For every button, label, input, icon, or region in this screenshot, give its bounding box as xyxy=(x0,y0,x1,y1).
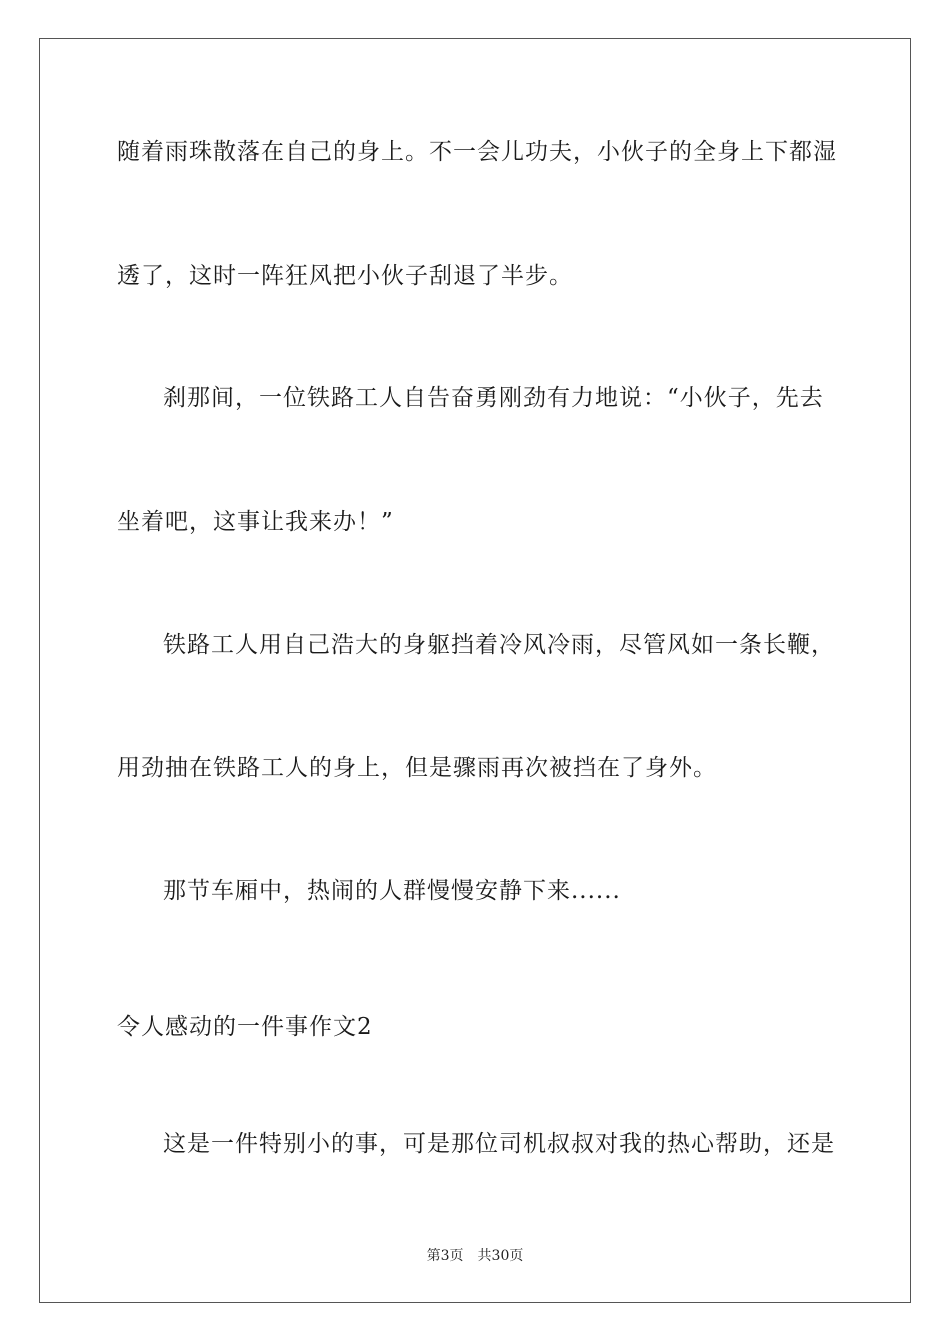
text-line-2: 透了，这时一阵狂风把小伙子刮退了半步。 xyxy=(117,263,573,289)
section-heading: 令人感动的一件事作文2 xyxy=(117,1014,373,1040)
text-line-7: 那节车厢中，热闹的人群慢慢安静下来...... xyxy=(163,878,621,904)
text-line-3: 刹那间，一位铁路工人自告奋勇刚劲有力地说：“小伙子，先去 xyxy=(163,385,824,411)
page-number: 第3页 xyxy=(426,1248,464,1264)
text-line-4: 坐着吧，这事让我来办！” xyxy=(117,509,394,535)
page-total: 共30页 xyxy=(477,1248,524,1264)
text-line-6: 用劲抽在铁路工人的身上，但是骤雨再次被挡在了身外。 xyxy=(117,755,717,781)
text-line-5: 铁路工人用自己浩大的身躯挡着冷风冷雨，尽管风如一条长鞭， xyxy=(163,632,835,658)
page-footer xyxy=(0,1247,950,1265)
text-line-9: 这是一件特别小的事，可是那位司机叔叔对我的热心帮助，还是 xyxy=(163,1131,835,1157)
text-line-1: 随着雨珠散落在自己的身上。不一会儿功夫，小伙子的全身上下都湿 xyxy=(117,139,837,165)
page-frame xyxy=(39,38,911,1303)
